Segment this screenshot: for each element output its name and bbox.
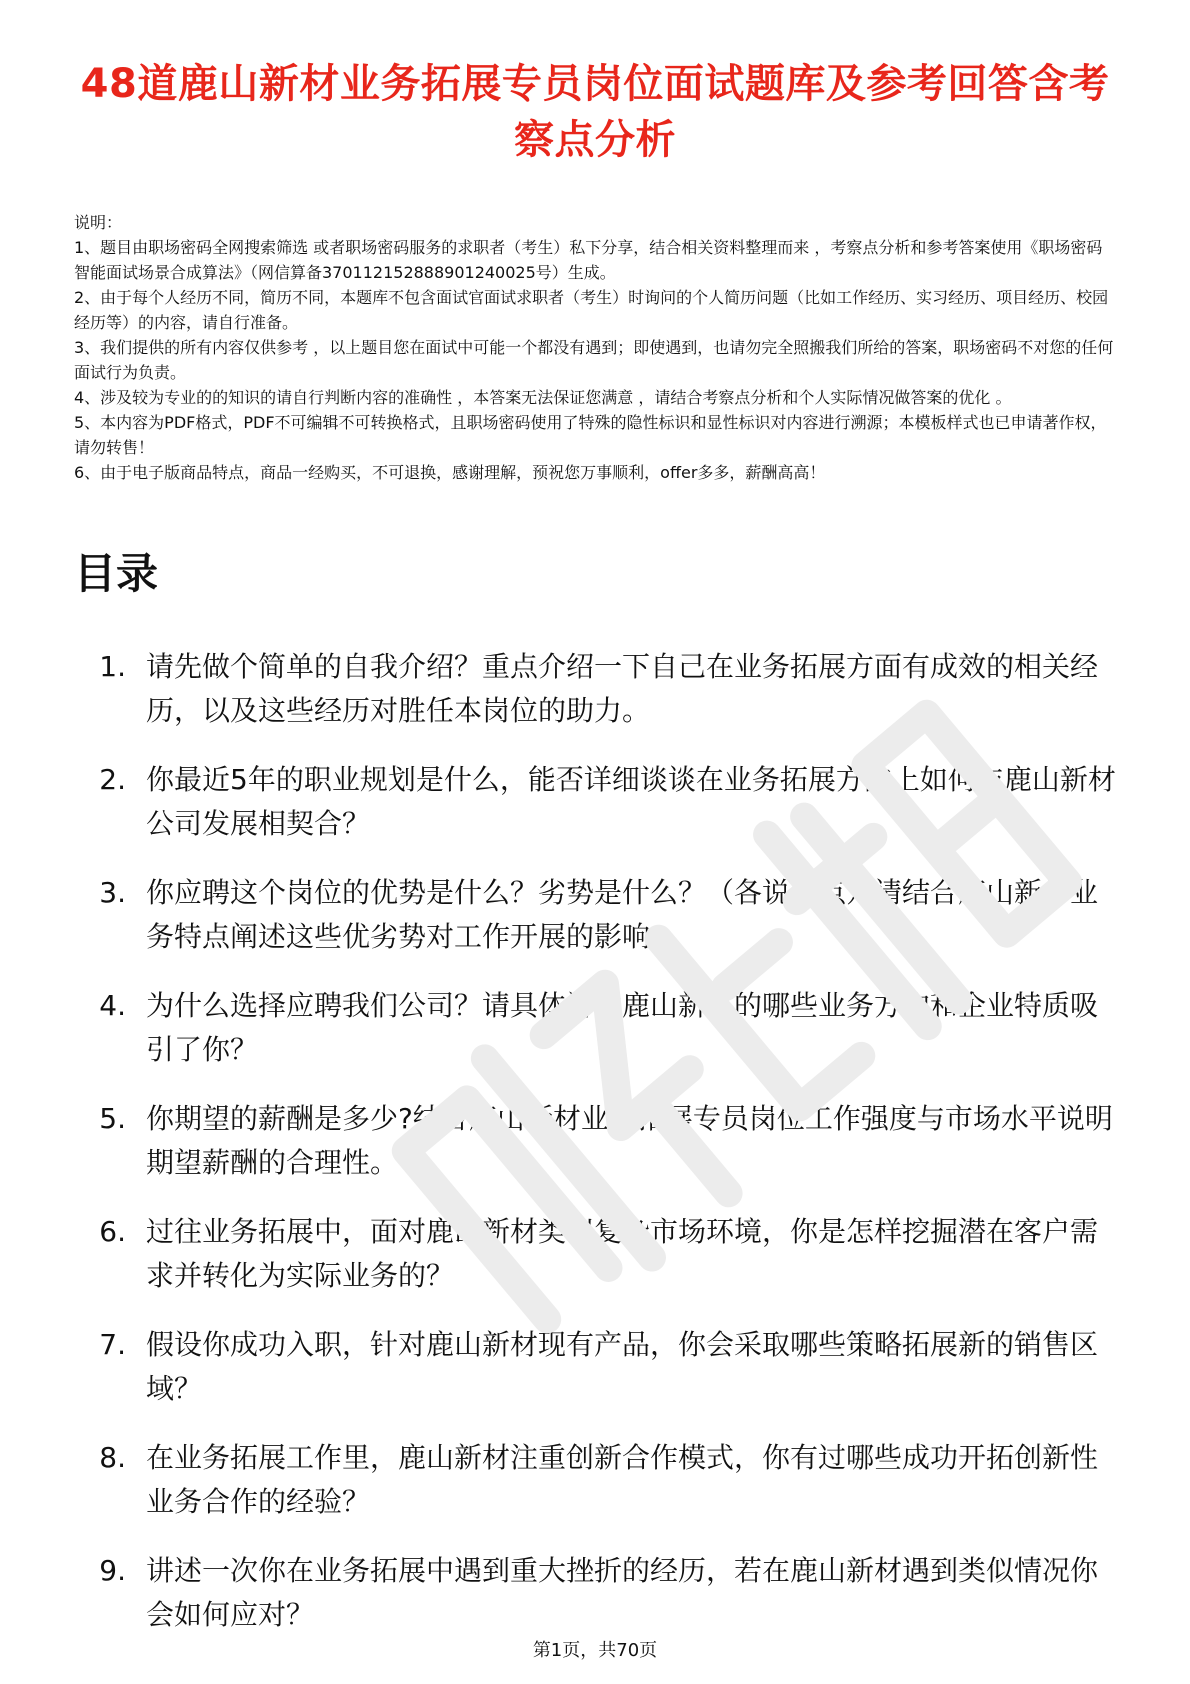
page-footer: 第1页，共70页	[532, 1640, 658, 1661]
toc-item[interactable]	[74, 1549, 1116, 1637]
toc-item-number: 3.	[99, 876, 126, 909]
toc-item-number: 2.	[99, 763, 126, 796]
toc-item-text: 你应聘这个岗位的优势是什么？劣势是什么？（各说三点）请结合鹿山新材业务特点阐述这些优劣势对工作开展的影响。	[146, 876, 1099, 953]
toc-item-number: 6.	[99, 1215, 126, 1248]
note-item: 5、本内容为PDF格式，PDF不可编辑不可转换格式，且职场密码使用了特殊的隐性标识和显性标识对内容进行溯源；本模板样式也已申请著作权，请勿转售！	[74, 413, 1107, 457]
toc-item-number: 9.	[99, 1554, 126, 1587]
toc-item-text: 讲述一次你在业务拓展中遇到重大挫折的经历，若在鹿山新材遇到类似情况你会如何应对？	[146, 1554, 1099, 1631]
toc-item-text: 过往业务拓展中，面对鹿山新材类似复杂市场环境，你是怎样挖掘潜在客户需求并转化为实际业务的？	[146, 1215, 1099, 1292]
toc-item-number: 5.	[99, 1102, 126, 1135]
toc-item-number: 4.	[99, 989, 126, 1022]
toc-item[interactable]	[74, 984, 1116, 1072]
note-item: 4、涉及较为专业的的知识的请自行判断内容的准确性 ，本答案无法保证您满意 ，请结合考察点分析和个人实际情况做答案的优化 。	[74, 388, 1012, 407]
note-item: 6、由于电子版商品特点，商品一经购买，不可退换，感谢理解，预祝您万事顺利，offer多多，薪酬高高！	[74, 463, 826, 482]
note-item: 2、由于每个人经历不同，简历不同，本题库不包含面试官面试求职者（考生）时询问的个人简历问题（比如工作经历、实习经历、项目经历、校园经历等）的内容，请自行准备。	[74, 288, 1109, 332]
notes-heading: 说明：	[74, 213, 123, 232]
toc-list	[74, 645, 1116, 1637]
toc-item-number: 7.	[99, 1328, 126, 1361]
toc-item[interactable]	[74, 645, 1116, 733]
toc-item[interactable]	[74, 1097, 1116, 1185]
note-item: 3、我们提供的所有内容仅供参考 ，以上题目您在面试中可能一个都没有遇到；即使遇到，也请勿完全照搬我们所给的答案，职场密码不对您的任何面试行为负责。	[74, 338, 1114, 382]
note-item: 1、题目由职场密码全网搜索筛选 或者职场密码服务的求职者（考生）私下分享，结合相关资料整理而来 ，考察点分析和参考答案使用《职场密码智能面试场景合成算法》（网信算备370112152888901240025号）生成。	[74, 238, 1103, 282]
toc-item-number: 8.	[99, 1441, 126, 1474]
toc-item-text: 为什么选择应聘我们公司？请具体讲讲鹿山新材的哪些业务方向和企业特质吸引了你？	[146, 989, 1099, 1066]
toc-item-text: 你最近5年的职业规划是什么，能否详细谈谈在业务拓展方向上如何与鹿山新材公司发展相契合？	[146, 763, 1116, 840]
document-title: 48道鹿山新材业务拓展专员岗位面试题库及参考回答含考察点分析	[80, 61, 1110, 163]
toc-item-text: 假设你成功入职，针对鹿山新材现有产品，你会采取哪些策略拓展新的销售区域？	[146, 1328, 1099, 1405]
toc-item[interactable]	[74, 1210, 1116, 1298]
toc-item-number: 1.	[99, 650, 126, 683]
toc-item[interactable]	[74, 758, 1116, 846]
toc-item[interactable]	[74, 871, 1116, 959]
toc-item-text: 请先做个简单的自我介绍？重点介绍一下自己在业务拓展方面有成效的相关经历，以及这些经历对胜任本岗位的助力。	[146, 650, 1099, 727]
toc-item-text: 在业务拓展工作里，鹿山新材注重创新合作模式，你有过哪些成功开拓创新性业务合作的经验？	[146, 1441, 1099, 1518]
toc-heading: 目录	[74, 549, 159, 598]
toc-item-text: 你期望的薪酬是多少?结合鹿山新材业务拓展专员岗位工作强度与市场水平说明期望薪酬的合理性。	[146, 1102, 1113, 1179]
toc-item[interactable]	[74, 1436, 1116, 1524]
toc-item[interactable]	[74, 1323, 1116, 1411]
notes-section	[74, 210, 1116, 485]
